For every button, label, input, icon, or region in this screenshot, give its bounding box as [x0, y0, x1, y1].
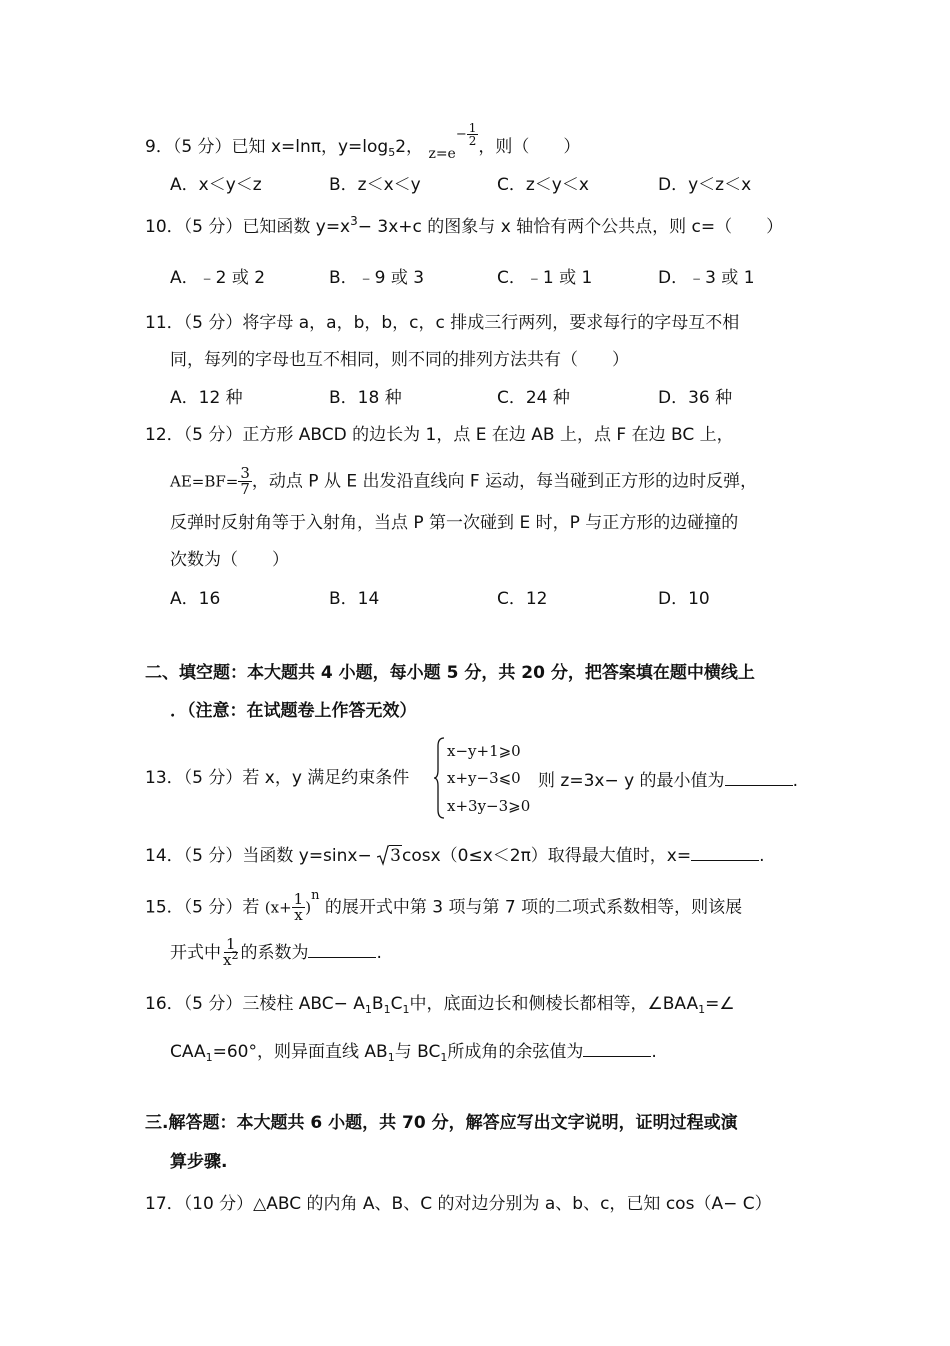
fraction-1-over-x: $\frac{1}{x}$ — [293, 890, 304, 924]
section-3-heading: 三.解答题：本大题共 6 小题，共 70 分，解答应写出文字说明，证明过程或演 — [145, 1113, 738, 1133]
fraction-3-7: $\frac{3}{7}$ — [240, 464, 250, 498]
q9-option-c[interactable]: C．z＜y＜x — [497, 175, 589, 195]
q14-stem: 14．（5 分）当函数 y=sinx− 3cosx（0≤x＜2π）取得最大值时，x= . — [145, 842, 765, 867]
q9-option-b[interactable]: B．z＜x＜y — [329, 175, 421, 195]
fraction-1-over-x-squared: $\frac{1}{x^2}$ — [223, 935, 239, 969]
q12-stem-line2: AE=BF= $\frac{3}{7}$ ，动点 P 从 E 出发沿直线向 F 运动，每当碰到正方形的边时反弹， — [170, 464, 758, 498]
q15-answer-blank[interactable] — [308, 939, 376, 958]
q13-stem-b: 则 z=3x− y 的最小值为 . — [538, 767, 798, 792]
z-exponent: − $\frac{1}{2}$ — [455, 121, 477, 148]
q9-option-d[interactable]: D．y＜z＜x — [658, 175, 752, 195]
z-expression: z=e — [428, 146, 456, 162]
ae-expression: AE=BF= — [170, 472, 239, 491]
q12-option-d[interactable]: D．10 — [658, 589, 710, 609]
q11-stem-line2: 同，每列的字母也互不相同，则不同的排列方法共有（ ） — [170, 350, 629, 370]
section-3-heading-cont: 算步骤. — [170, 1152, 228, 1172]
section-2-note: ．（注意：在试题卷上作答无效） — [170, 701, 417, 721]
q12-stem-line3: 反弹时反射角等于入射角，当点 P 第一次碰到 E 时，P 与正方形的边碰撞的 — [170, 513, 739, 533]
q10-stem: 10．（5 分）已知函数 $y=x^3- 3x+c$ 的图象与 x 轴恰有两个公共点，则 c=（ ） — [145, 214, 784, 237]
q15-stem-line2: 开式中 $\frac{1}{x^2}$ 的系数为 . — [170, 935, 382, 969]
q11-option-d[interactable]: D．36 种 — [658, 388, 733, 408]
q11-option-c[interactable]: C．24 种 — [497, 388, 570, 408]
q12-stem-line1: 12．（5 分）正方形 ABCD 的边长为 1，点 E 在边 AB 上，点 F 在边 BC 上， — [145, 425, 734, 445]
q12-option-a[interactable]: A．16 — [170, 589, 221, 609]
q10-option-b[interactable]: B．﹣9 或 3 — [329, 268, 425, 288]
q11-option-b[interactable]: B．18 种 — [329, 388, 402, 408]
q9-stem: 9．（5 分）已知 x=lnπ，$y=\log_52$， $_{z=e}$− $\frac{1}{2}$ ，则（ ） — [145, 121, 581, 162]
sqrt-3: 3 — [377, 845, 402, 867]
q11-stem-line1: 11．（5 分）将字母 a，a，b，b，c，c 排成三行两列，要求每行的字母互不相 — [145, 313, 740, 333]
q15-stem-line1: 15．（5 分）若 (x+ $\frac{1}{x}$ )$^n$ 的展开式中第 3 项与第 7 项的二项式系数相等，则该展 — [145, 887, 743, 924]
section-2-heading: 二、填空题：本大题共 4 小题，每小题 5 分，共 20 分，把答案填在题中横线上 — [145, 663, 755, 683]
left-brace-icon — [434, 736, 446, 820]
q9-option-a[interactable]: A．x＜y＜z — [170, 175, 262, 195]
radical-sign-icon — [377, 845, 389, 867]
constraint-1: x−y+1⩾0 — [447, 742, 521, 760]
q14-answer-blank[interactable] — [691, 842, 759, 861]
constraint-2: x+y−3⩽0 — [447, 769, 521, 787]
q10-option-c[interactable]: C．﹣1 或 1 — [497, 268, 593, 288]
q13-answer-blank[interactable] — [725, 767, 793, 786]
q16-stem-line2: $CAA_1=60^\circ$，则异面直线 $AB_1$与 $BC_1$所成角的余弦值为 . — [170, 1038, 657, 1065]
constraint-3: x+3y−3⩾0 — [447, 797, 531, 815]
q17-stem-line1: 17．（10 分）△ABC 的内角 A、B、C 的对边分别为 a、b、c，已知 cos（A− C） — [145, 1194, 772, 1214]
q12-option-c[interactable]: C．12 — [497, 589, 548, 609]
q16-answer-blank[interactable] — [583, 1038, 651, 1057]
q13-stem-a: 13．（5 分）若 x，y 满足约束条件 — [145, 768, 410, 788]
q12-option-b[interactable]: B．14 — [329, 589, 380, 609]
q10-option-a[interactable]: A．﹣2 或 2 — [170, 268, 266, 288]
q11-option-a[interactable]: A．12 种 — [170, 388, 243, 408]
q10-option-d[interactable]: D．﹣3 或 1 — [658, 268, 755, 288]
q12-stem-line4: 次数为（ ） — [170, 550, 289, 570]
q16-stem-line1: 16．（5 分）三棱柱 $ABC- A_1B_1C_1$中，底面边长和侧棱长都相等，$\angle BAA_1=\angle$ — [145, 994, 735, 1016]
